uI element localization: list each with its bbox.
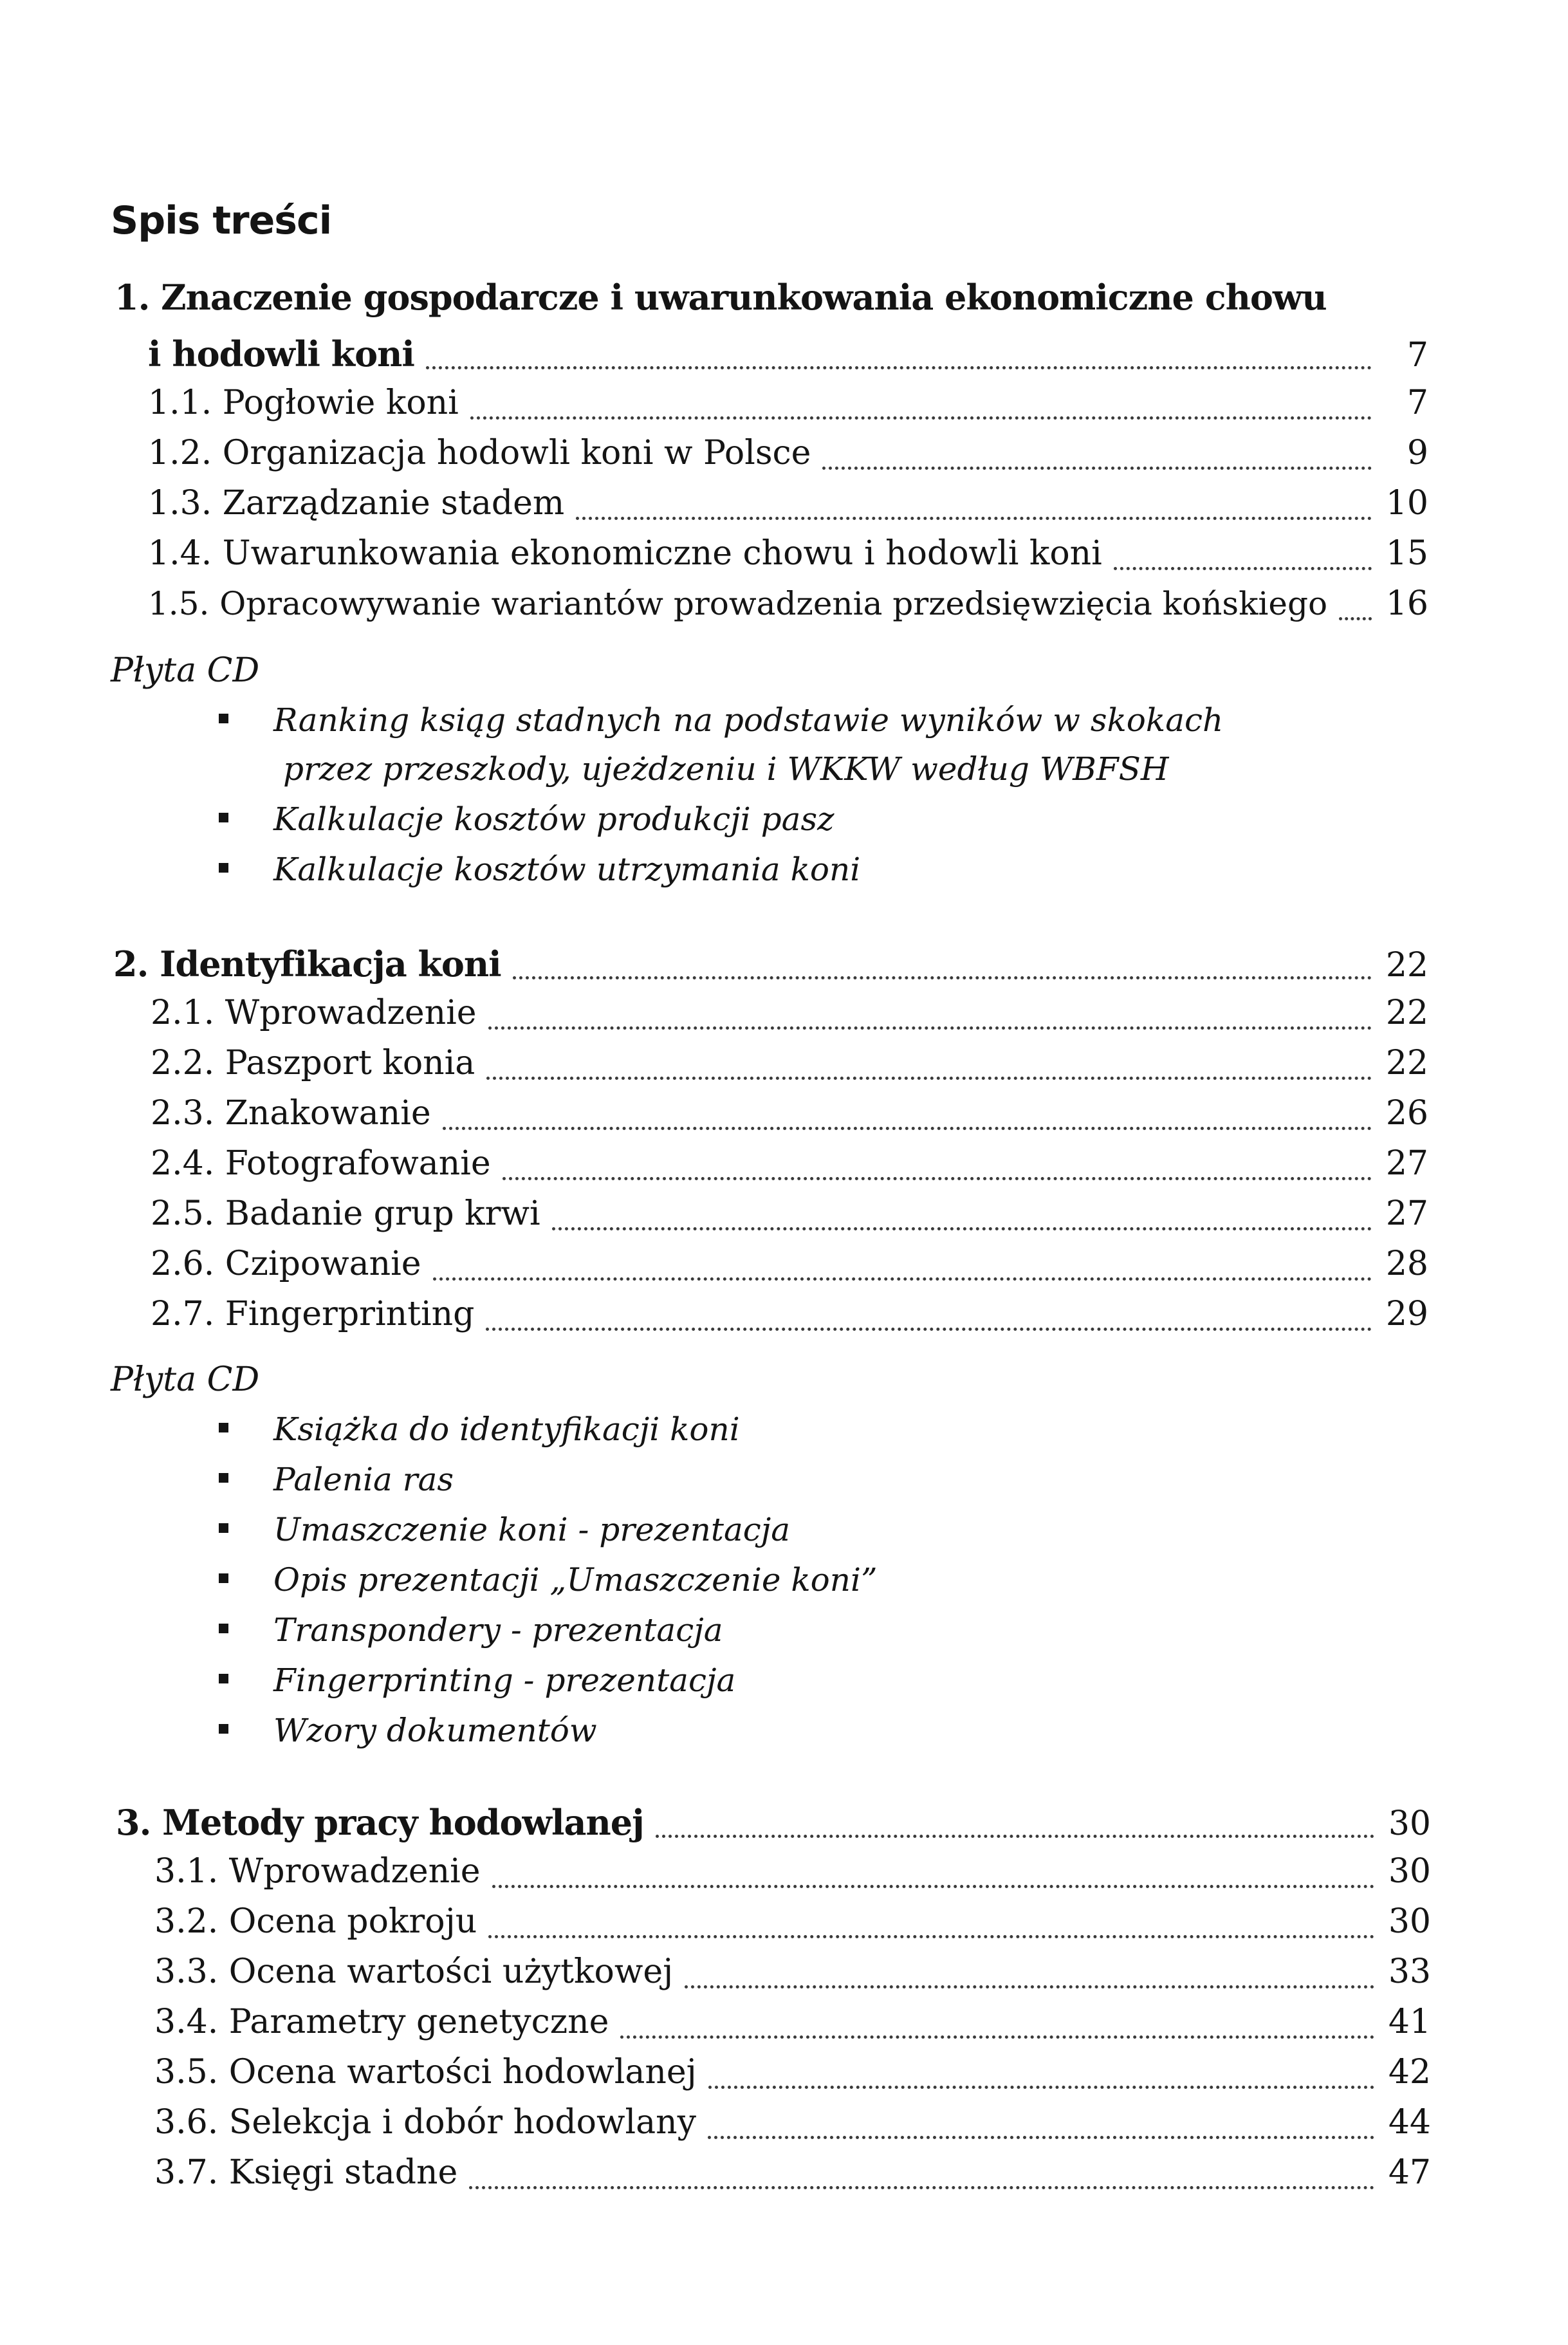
page-number: 22 xyxy=(1385,1044,1428,1082)
page-number: 30 xyxy=(1388,1902,1431,1941)
section-title: 1.5. Opracowywanie wariantów prowadzenia przedsięwzięcia końskiego xyxy=(148,585,1328,622)
toc-chapter-1[interactable] xyxy=(148,333,1428,380)
toc-section-1-5[interactable] xyxy=(148,584,1428,631)
leader-dots xyxy=(426,366,1372,369)
section-title: 3.1. Wprowadzenie xyxy=(154,1852,481,1891)
page-title: Spis treści xyxy=(111,198,332,243)
bullet-square-icon xyxy=(219,1674,228,1683)
leader-dots xyxy=(443,1127,1372,1130)
cd-item: Wzory dokumentów xyxy=(219,1712,597,1749)
section-title: 3.5. Ocena wartości hodowlanej xyxy=(154,2053,697,2091)
leader-dots xyxy=(469,2186,1374,2189)
section-title: 3.4. Parametry genetyczne xyxy=(154,2003,609,2041)
chapter-title: 3. Metody pracy hodowlanej xyxy=(116,1802,644,1843)
leader-dots xyxy=(1339,617,1372,620)
toc-section-1-3[interactable] xyxy=(148,484,1428,530)
page-number: 47 xyxy=(1388,2153,1431,2192)
page-number: 7 xyxy=(1407,336,1428,375)
page-number: 29 xyxy=(1385,1295,1428,1333)
page-number: 15 xyxy=(1385,534,1428,573)
toc-section-2-6[interactable] xyxy=(151,1245,1428,1291)
section-title: 2.7. Fingerprinting xyxy=(151,1295,475,1333)
bullet-square-icon xyxy=(219,714,228,723)
toc-section-1-2[interactable] xyxy=(148,434,1428,480)
bullet-square-icon xyxy=(219,1423,228,1432)
toc-section-2-1[interactable] xyxy=(151,994,1428,1040)
leader-dots xyxy=(470,416,1372,420)
toc-section-3-5[interactable] xyxy=(154,2053,1431,2099)
leader-dots xyxy=(513,976,1372,979)
section-title: 2.5. Badanie grup krwi xyxy=(151,1194,540,1233)
section-title: 1.2. Organizacja hodowli koni w Polsce xyxy=(148,434,811,472)
page-number: 27 xyxy=(1385,1194,1428,1233)
cd-item: Transpondery - prezentacja xyxy=(219,1611,723,1649)
bullet-square-icon xyxy=(219,813,228,822)
toc-section-3-2[interactable] xyxy=(154,1902,1431,1949)
page-number: 30 xyxy=(1388,1804,1431,1843)
leader-dots xyxy=(503,1177,1372,1180)
leader-dots xyxy=(433,1277,1372,1281)
leader-dots xyxy=(620,2035,1374,2039)
page-number: 44 xyxy=(1388,2103,1431,2142)
page-number: 30 xyxy=(1388,1852,1431,1891)
cd-item: Umaszczenie koni - prezentacja xyxy=(219,1511,790,1548)
cd-item: Książka do identyfikacji koni xyxy=(219,1411,740,1448)
leader-dots xyxy=(486,1328,1372,1331)
page-number: 26 xyxy=(1385,1094,1428,1133)
leader-dots xyxy=(822,467,1372,470)
section-title: 2.4. Fotografowanie xyxy=(151,1144,491,1183)
chapter-title: i hodowli koni xyxy=(148,333,414,375)
leader-dots xyxy=(488,1935,1374,1938)
toc-section-2-7[interactable] xyxy=(151,1295,1428,1341)
bullet-square-icon xyxy=(219,1573,228,1583)
bullet-square-icon xyxy=(219,1473,228,1483)
toc-chapter-2[interactable] xyxy=(113,943,1428,990)
leader-dots xyxy=(708,2086,1374,2089)
page-number: 22 xyxy=(1385,994,1428,1032)
cd-label: Płyta CD xyxy=(111,651,260,690)
bullet-square-icon xyxy=(219,1523,228,1533)
toc-section-2-3[interactable] xyxy=(151,1094,1428,1140)
section-title: 2.1. Wprowadzenie xyxy=(151,994,477,1032)
page-number: 16 xyxy=(1385,584,1428,623)
leader-dots xyxy=(685,1985,1374,1988)
leader-dots xyxy=(488,1026,1372,1030)
leader-dots xyxy=(552,1227,1372,1230)
bullet-square-icon xyxy=(219,863,228,873)
leader-dots xyxy=(1114,567,1372,570)
page-number: 41 xyxy=(1388,2003,1431,2041)
toc-section-1-4[interactable] xyxy=(148,534,1428,580)
section-title: 2.3. Znakowanie xyxy=(151,1094,431,1133)
leader-dots xyxy=(708,2136,1374,2139)
section-title: 2.6. Czipowanie xyxy=(151,1245,421,1283)
section-title: 1.3. Zarządzanie stadem xyxy=(148,484,565,523)
cd-item: Kalkulacje kosztów utrzymania koni xyxy=(219,851,860,888)
page-number: 22 xyxy=(1385,946,1428,985)
cd-item: Fingerprinting - prezentacja xyxy=(219,1662,735,1699)
section-title: 3.6. Selekcja i dobór hodowlany xyxy=(154,2103,696,2142)
chapter-title: 2. Identyfikacja koni xyxy=(113,943,501,985)
toc-section-1-1[interactable] xyxy=(148,384,1428,430)
cd-item-continuation: przez przeszkody, ujeżdzeniu i WKKW według WBFSH xyxy=(283,750,1169,788)
toc-section-3-4[interactable] xyxy=(154,2003,1431,2049)
toc-section-3-7[interactable] xyxy=(154,2153,1431,2200)
leader-dots xyxy=(576,517,1372,520)
leader-dots xyxy=(492,1885,1374,1888)
page-number: 28 xyxy=(1385,1245,1428,1283)
page-number: 7 xyxy=(1407,384,1428,422)
leader-dots xyxy=(486,1077,1372,1080)
toc-section-3-3[interactable] xyxy=(154,1952,1431,1999)
cd-item: Opis prezentacji „Umaszczenie koni” xyxy=(219,1561,878,1599)
section-title: 3.7. Księgi stadne xyxy=(154,2153,458,2192)
bullet-square-icon xyxy=(219,1724,228,1734)
section-title: 2.2. Paszport konia xyxy=(151,1044,475,1082)
chapter-1-title-line1: 1. Znaczenie gospodarcze i uwarunkowania ekonomiczne chowu xyxy=(115,277,1327,318)
toc-section-3-6[interactable] xyxy=(154,2103,1431,2149)
toc-section-2-2[interactable] xyxy=(151,1044,1428,1090)
page-number: 33 xyxy=(1388,1952,1431,1991)
cd-item: Ranking ksiąg stadnych na podstawie wyników w skokach xyxy=(219,701,1223,739)
toc-section-2-4[interactable] xyxy=(151,1144,1428,1191)
page-number: 42 xyxy=(1388,2053,1431,2091)
section-title: 3.2. Ocena pokroju xyxy=(154,1902,477,1941)
page-number: 27 xyxy=(1385,1144,1428,1183)
toc-section-2-5[interactable] xyxy=(151,1194,1428,1241)
toc-chapter-3[interactable] xyxy=(116,1802,1431,1848)
toc-section-3-1[interactable] xyxy=(154,1852,1431,1898)
cd-label: Płyta CD xyxy=(111,1360,260,1399)
section-title: 3.3. Ocena wartości użytkowej xyxy=(154,1952,674,1991)
cd-item: Kalkulacje kosztów produkcji pasz xyxy=(219,801,834,838)
page-number: 9 xyxy=(1407,434,1428,472)
leader-dots xyxy=(656,1835,1374,1838)
page-number: 10 xyxy=(1385,484,1428,523)
section-title: 1.1. Pogłowie koni xyxy=(148,384,459,422)
bullet-square-icon xyxy=(219,1624,228,1633)
section-title: 1.4. Uwarunkowania ekonomiczne chowu i hodowli koni xyxy=(148,534,1102,573)
cd-item: Palenia ras xyxy=(219,1461,454,1498)
